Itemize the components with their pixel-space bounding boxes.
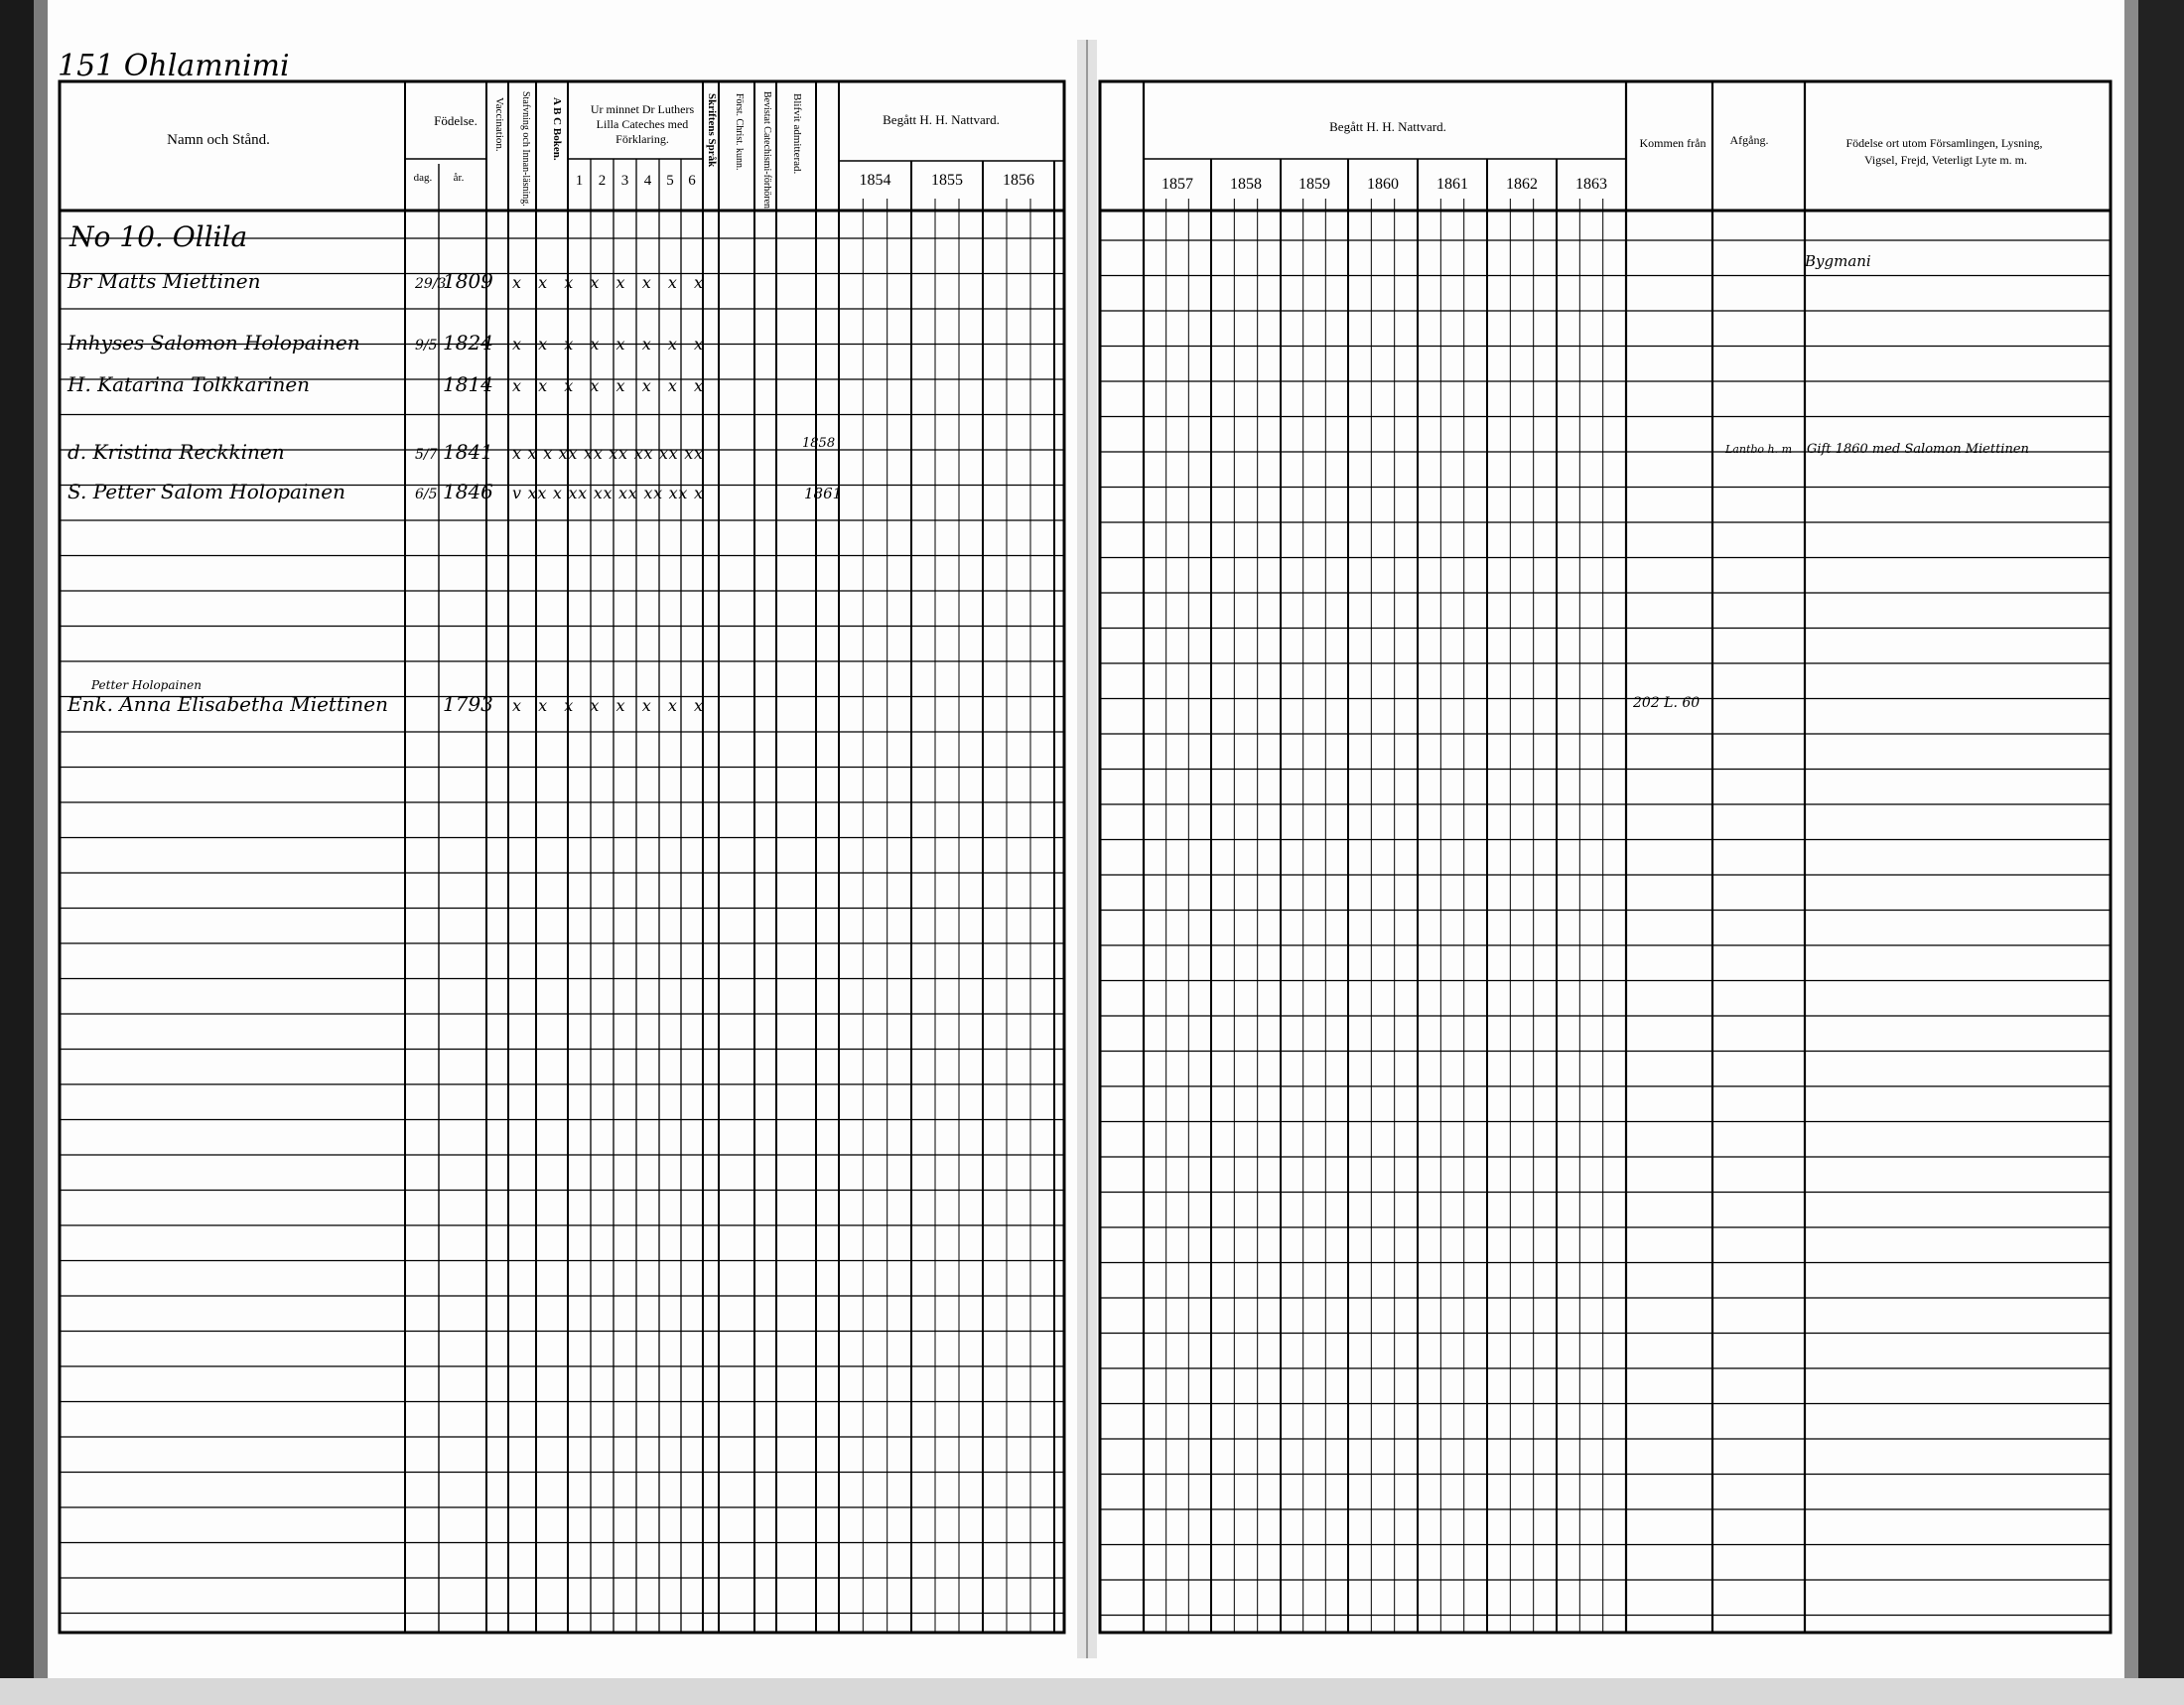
communion-years-left — [860, 172, 1035, 189]
entry-name: No 10. Ollila — [69, 220, 248, 253]
header-came-from: Kommen från — [1639, 136, 1706, 150]
entry-marks: x x x x x x x x — [512, 376, 703, 395]
remark-row5: Gift 1860 med Salomon Miettinen — [1807, 442, 2029, 457]
year-label-right: 1858 — [1230, 176, 1262, 193]
header-communion-left: Begått H. H. Nattvard. — [883, 112, 1000, 127]
header-catechism-3: Förklaring. — [615, 132, 669, 146]
bottom-scan-edge — [0, 1678, 2184, 1705]
year-label-left: 1856 — [1003, 172, 1034, 189]
catechism-column-number: 2 — [598, 173, 607, 189]
header-name: Namn och Stånd. — [167, 132, 270, 148]
header-catechism-hearing: Bevistat Catechismi-förhören. — [761, 91, 772, 212]
header-spelling: Stafvning och Innan-läsning. — [520, 91, 531, 207]
right-scan-edge — [2136, 0, 2184, 1705]
entry-birth-day: 9/5 — [415, 338, 438, 354]
entry-marks: x x x x x x x x — [512, 696, 703, 715]
entry-marks: x x x x x x x x — [512, 335, 703, 354]
year-label-right: 1857 — [1161, 176, 1193, 193]
header-birth: Födelse. — [434, 113, 478, 128]
left-scan-edge-fade — [34, 0, 48, 1705]
entry-name: Br Matts Miettinen — [68, 269, 261, 293]
catechism-column-number: 1 — [575, 173, 584, 189]
entry-birth-year: 1809 — [443, 269, 493, 293]
header-catechism-1: Ur minnet Dr Luthers — [590, 102, 695, 116]
catechism-column-number: 6 — [688, 173, 696, 189]
year-label-right: 1860 — [1367, 176, 1399, 193]
header-admitted: Blifvit admitterad. — [791, 93, 803, 175]
entry-marks: x x x xx xx xx xx xx xx — [512, 444, 703, 463]
header-christian-knowledge: Först. Christ. kunn. — [734, 93, 745, 171]
entry-marks: x x x x x x x x — [512, 273, 703, 292]
entry-name: d. Kristina Reckkinen — [68, 440, 285, 464]
entry-birth-day: 29/3 — [415, 276, 447, 292]
right-scan-edge-fade — [2124, 0, 2138, 1705]
left-scan-edge — [0, 0, 34, 1705]
entry-birth-year: 1814 — [443, 372, 493, 396]
entry-name: H. Katarina Tolkkarinen — [68, 372, 311, 396]
entry-birth-year: 1846 — [443, 480, 493, 503]
header-birth-day: dag. — [413, 172, 433, 184]
header-scripture: Skriftens Språk — [706, 93, 718, 168]
catechism-column-number: 5 — [666, 173, 674, 189]
header-communion-right: Begått H. H. Nattvard. — [1329, 119, 1446, 134]
entry-birth-day: 6/5 — [415, 487, 438, 502]
year-label-right: 1859 — [1298, 176, 1330, 193]
catechism-column-number: 4 — [643, 173, 652, 189]
year-label-right: 1861 — [1436, 176, 1468, 193]
header-catechism-2: Lilla Cateches med — [596, 117, 689, 131]
remark-row1: Bygmani — [1805, 252, 1871, 270]
entry-birth-year: 1841 — [443, 440, 493, 464]
header-departure: Afgång. — [1729, 133, 1769, 147]
entry-name: S. Petter Salom Holopainen — [68, 480, 345, 503]
entry-birth-year: 1793 — [443, 692, 493, 716]
admitted-year: 1861 — [804, 485, 843, 502]
header-remarks: Födelse ort utom Församlingen, Lysning, Vigsel, Frejd, Veterligt Lyte m. m. — [1845, 136, 2043, 167]
header-abc: A B C Boken. — [551, 97, 563, 161]
entry-birth-day: 5/7 — [415, 447, 438, 463]
entry-birth-year: 1824 — [443, 331, 493, 355]
entry-name: Enk. Anna Elisabetha Miettinen — [68, 692, 388, 716]
page-header: 151 Ohlamnimi — [58, 49, 290, 83]
year-label-left: 1854 — [859, 172, 891, 189]
year-label-right: 1862 — [1506, 176, 1538, 193]
year-label-left: 1855 — [931, 172, 963, 189]
catechism-column-number: 3 — [620, 173, 629, 189]
admitted-year: 1858 — [802, 436, 836, 451]
came-from-row7: 202 L. 60 — [1633, 695, 1701, 711]
entry-name: Inhyses Salomon Holopainen — [68, 331, 360, 355]
departure-row5: Lantbo h. m — [1725, 443, 1793, 456]
year-label-right: 1863 — [1575, 176, 1607, 193]
entry-note-above: Petter Holopainen — [91, 678, 202, 692]
header-birth-year: år. — [453, 172, 465, 184]
header-vaccination: Vaccination. — [493, 97, 505, 152]
entry-marks: v xx x xx xx xx xx xx x — [512, 484, 703, 502]
